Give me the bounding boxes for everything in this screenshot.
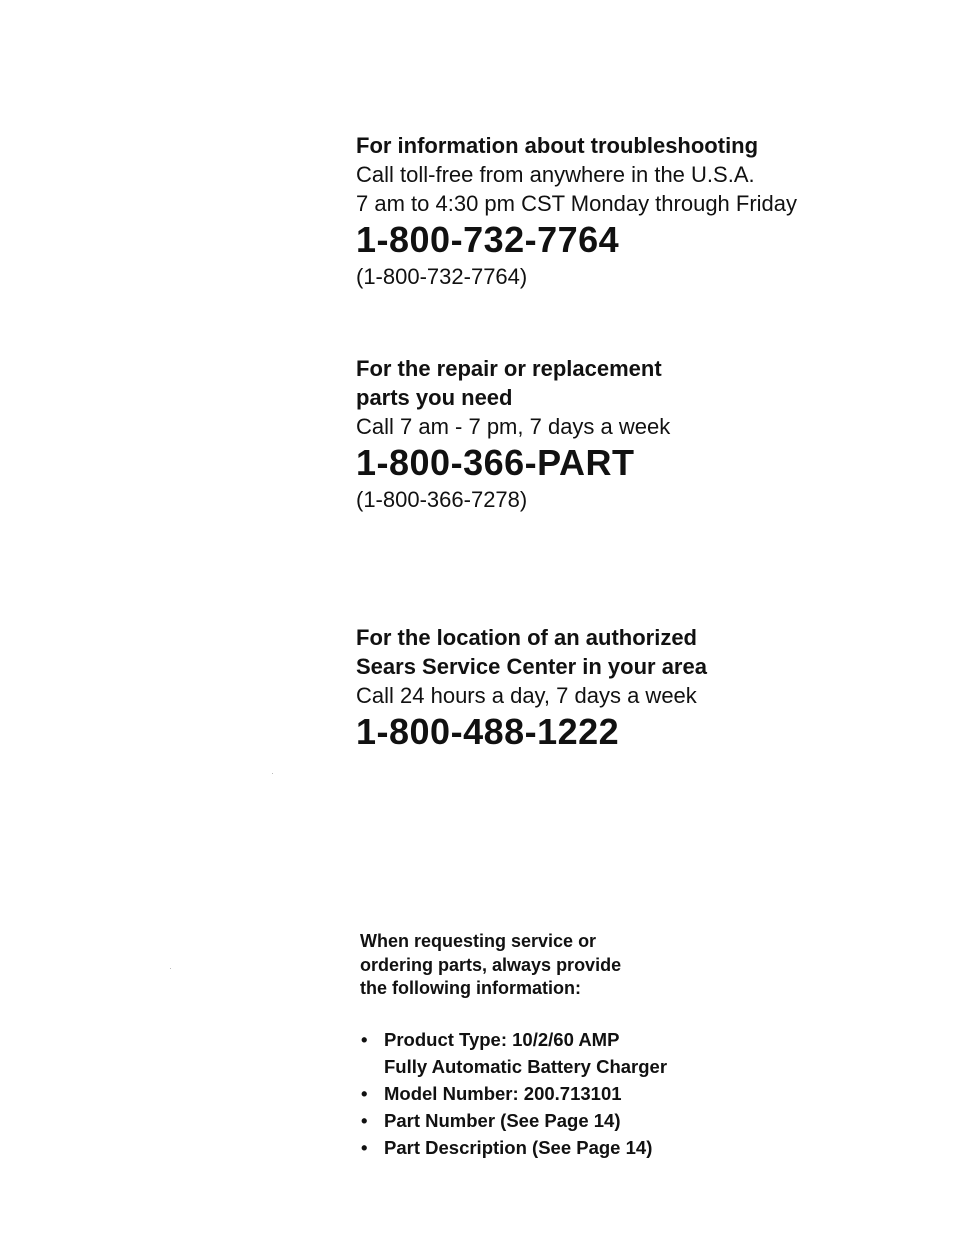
product-type-line-2: Fully Automatic Battery Charger xyxy=(384,1056,668,1077)
service-center-hours: Call 24 hours a day, 7 days a week xyxy=(356,683,697,708)
service-center-heading-line-2: Sears Service Center in your area xyxy=(356,654,707,679)
service-center-section xyxy=(356,623,707,752)
bullet-icon: • xyxy=(361,1110,368,1131)
parts-phone-numeric: (1-800-366-7278) xyxy=(356,487,528,512)
model-number-line: Model Number: 200.713101 xyxy=(384,1083,622,1104)
scan-speck xyxy=(170,968,171,969)
troubleshooting-phone-numeric: (1-800-732-7764) xyxy=(356,264,528,289)
troubleshooting-hours: 7 am to 4:30 pm CST Monday through Friday xyxy=(356,191,798,216)
list-item-product-type xyxy=(360,1026,667,1080)
troubleshooting-heading: For information about troubleshooting xyxy=(356,133,759,158)
bullet-icon: • xyxy=(361,1029,368,1050)
bullet-icon: • xyxy=(361,1137,368,1158)
list-item-part-number xyxy=(360,1107,667,1134)
troubleshooting-call-info: Call toll-free from anywhere in the U.S.A. xyxy=(356,162,755,187)
info-note xyxy=(360,930,621,1001)
info-note-line-3: the following information: xyxy=(360,978,581,998)
parts-heading-line-1: For the repair or replacement xyxy=(356,356,662,381)
troubleshooting-phone-number[interactable]: 1-800-732-7764 xyxy=(356,219,620,260)
required-info-list xyxy=(360,1026,667,1161)
parts-heading-line-2: parts you need xyxy=(356,385,513,410)
bullet-icon: • xyxy=(361,1083,368,1104)
scan-speck xyxy=(272,773,273,774)
info-note-line-1: When requesting service or xyxy=(360,931,597,951)
list-item-model-number xyxy=(360,1080,667,1107)
product-type-line-1: Product Type: 10/2/60 AMP xyxy=(384,1029,620,1050)
service-center-phone-number[interactable]: 1-800-488-1222 xyxy=(356,711,620,752)
parts-phone-number[interactable]: 1-800-366-PART xyxy=(356,442,635,483)
service-center-heading-line-1: For the location of an authorized xyxy=(356,625,697,650)
parts-hours: Call 7 am - 7 pm, 7 days a week xyxy=(356,414,671,439)
part-description-line: Part Description (See Page 14) xyxy=(384,1137,653,1158)
troubleshooting-section xyxy=(356,131,797,292)
list-item-part-description xyxy=(360,1134,667,1161)
info-note-line-2: ordering parts, always provide xyxy=(360,954,622,975)
parts-section xyxy=(356,354,670,515)
part-number-line: Part Number (See Page 14) xyxy=(384,1110,621,1131)
